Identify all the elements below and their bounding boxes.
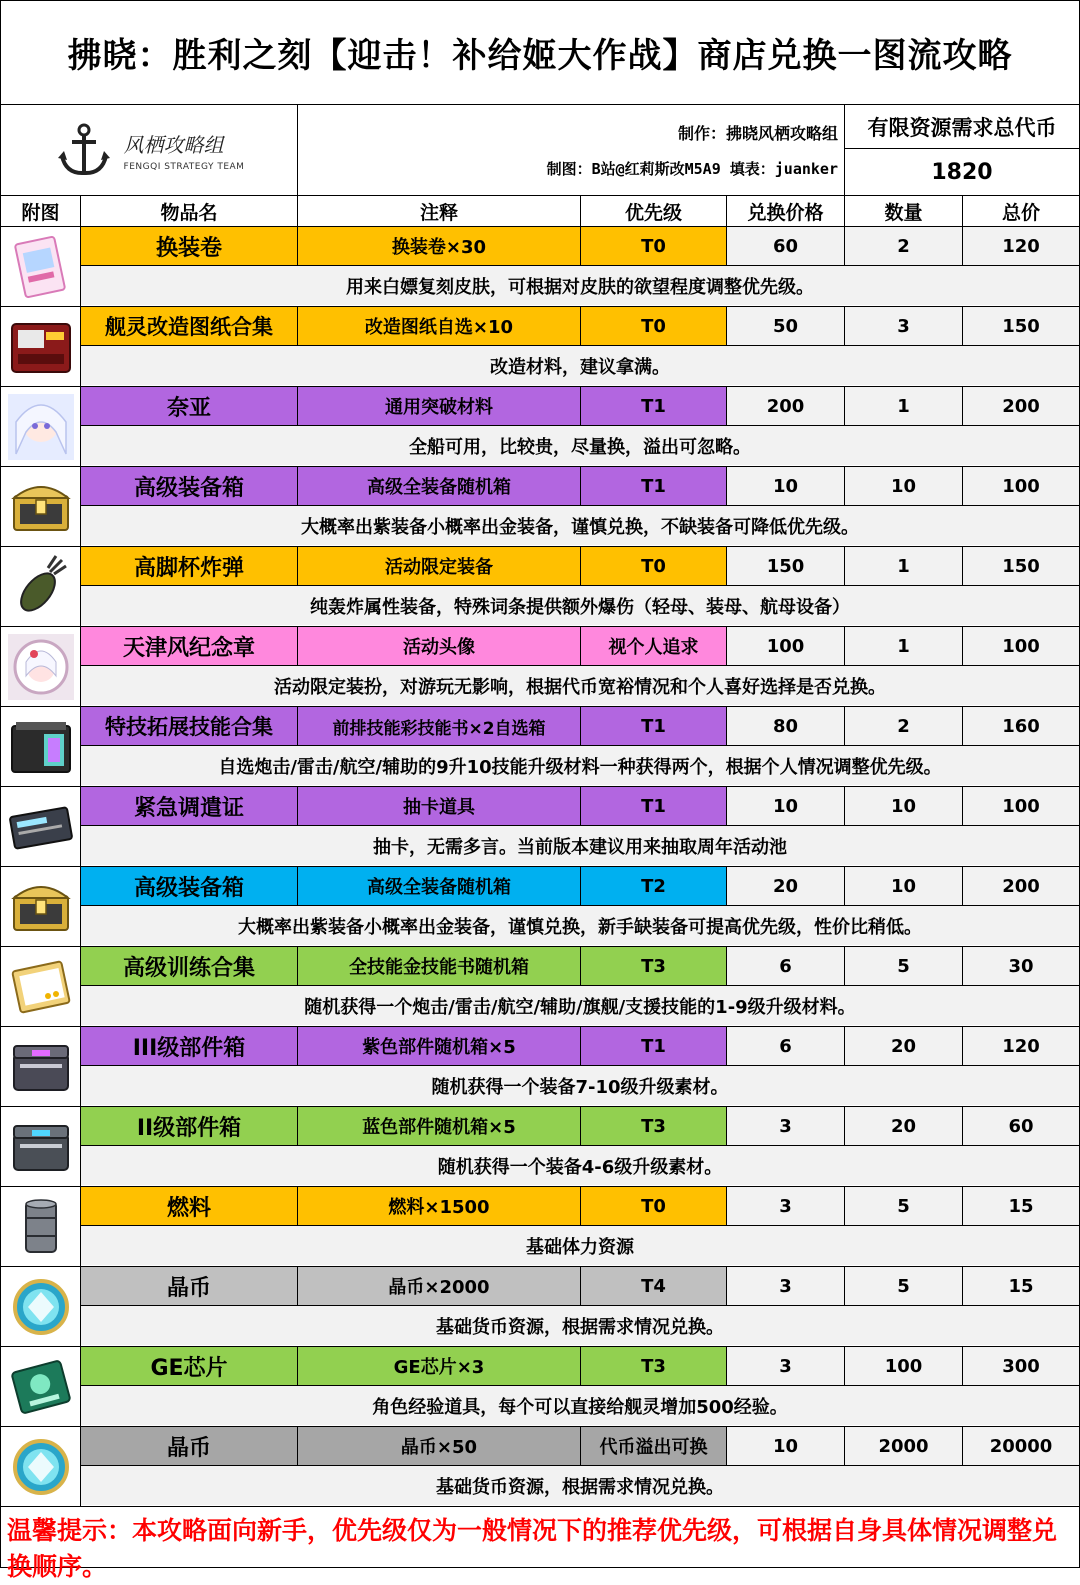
table-row [1, 787, 1079, 867]
item-note: 随机获得一个装备7-10级升级素材。 [81, 1066, 1079, 1105]
item-thumbnail [1, 307, 81, 386]
item-cells [81, 547, 1079, 626]
item-name: 紧急调遣证 [81, 787, 298, 825]
item-main-row [81, 1427, 1079, 1466]
item-comment: 前排技能彩技能书×2自选箱 [298, 707, 581, 745]
item-main-row [81, 867, 1079, 906]
item-price: 6 [727, 947, 845, 985]
item-thumbnail [1, 547, 81, 626]
item-thumbnail [1, 1267, 81, 1346]
item-note: 大概率出紫装备小概率出金装备，谨慎兑换，新手缺装备可提高优先级，性价比稍低。 [81, 906, 1079, 945]
item-comment: 活动头像 [298, 627, 581, 665]
item-price: 60 [727, 227, 845, 265]
table-row [1, 307, 1079, 387]
header-price: 兑换价格 [727, 196, 845, 226]
item-price: 80 [727, 707, 845, 745]
item-main-row [81, 1107, 1079, 1146]
item-price: 3 [727, 1187, 845, 1225]
item-cells [81, 1347, 1079, 1426]
item-comment: 抽卡道具 [298, 787, 581, 825]
item-priority: T0 [581, 547, 727, 585]
item-qty: 5 [845, 1267, 963, 1305]
header-total: 总价 [1001, 201, 1040, 224]
maker-credit: 制作：拂晓风栖攻略组 [677, 124, 838, 143]
item-qty: 5 [845, 1187, 963, 1225]
item-comment: 高级全装备随机箱 [298, 467, 581, 505]
item-comment: 活动限定装备 [298, 547, 581, 585]
item-qty: 2000 [845, 1427, 963, 1465]
item-priority: T3 [581, 1347, 727, 1385]
anchor-icon [54, 120, 114, 180]
item-comment: 晶币×2000 [298, 1267, 581, 1305]
tip-text: 温馨提示：本攻略面向新手，优先级仅为一般情况下的推荐优先级，可根据自身具体情况调整兑换顺序。 [7, 1516, 1058, 1581]
skill-case-icon [6, 712, 76, 782]
item-price: 50 [727, 307, 845, 345]
item-note: 抽卡，无需多言。当前版本建议用来抽取周年活动池 [81, 826, 1079, 865]
item-qty: 20 [845, 1027, 963, 1065]
pass-card-icon [6, 792, 76, 862]
table-row [1, 467, 1079, 547]
table-row [1, 1347, 1079, 1427]
item-main-row [81, 467, 1079, 506]
item-qty: 100 [845, 1347, 963, 1385]
item-note: 活动限定装扮，对游玩无影响，根据代币宽裕情况和个人喜好选择是否兑换。 [81, 666, 1079, 705]
item-thumbnail [1, 947, 81, 1026]
item-main-row [81, 787, 1079, 826]
item-priority: T3 [581, 947, 727, 985]
item-cells [81, 227, 1079, 306]
item-price: 10 [727, 787, 845, 825]
item-qty: 1 [845, 387, 963, 425]
item-comment: 全技能金技能书随机箱 [298, 947, 581, 985]
item-comment: 晶币×50 [298, 1427, 581, 1465]
item-thumbnail [1, 1107, 81, 1186]
item-note: 全船可用，比较贵，尽量换，溢出可忽略。 [81, 426, 1079, 465]
item-cells [81, 387, 1079, 466]
item-total: 30 [963, 947, 1079, 985]
gold-chest-icon [6, 872, 76, 942]
item-thumbnail [1, 227, 81, 306]
credit-row [1, 105, 1079, 196]
item-name: 燃料 [81, 1187, 298, 1225]
item-price: 10 [727, 467, 845, 505]
item-main-row [81, 547, 1079, 586]
item-total: 20000 [963, 1427, 1079, 1465]
item-name: 换装卷 [81, 227, 298, 265]
purple-part-box-icon [6, 1032, 76, 1102]
item-name: 高级装备箱 [81, 467, 298, 505]
item-name: 晶币 [81, 1267, 298, 1305]
item-priority: T0 [581, 227, 727, 265]
blue-part-box-icon [6, 1112, 76, 1182]
item-comment: 高级全装备随机箱 [298, 867, 581, 905]
item-cells [81, 1427, 1079, 1506]
item-total: 150 [963, 547, 1079, 585]
item-qty: 1 [845, 547, 963, 585]
item-total: 160 [963, 707, 1079, 745]
table-row [1, 1107, 1079, 1187]
item-name: 舰灵改造图纸合集 [81, 307, 298, 345]
item-total: 300 [963, 1347, 1079, 1385]
item-main-row [81, 947, 1079, 986]
item-cells [81, 787, 1079, 866]
item-note: 随机获得一个炮击/雷击/航空/辅助/旗舰/支援技能的1-9级升级材料。 [81, 986, 1079, 1025]
item-main-row [81, 387, 1079, 426]
item-name: II级部件箱 [81, 1107, 298, 1145]
item-main-row [81, 307, 1079, 346]
item-qty: 10 [845, 867, 963, 905]
item-total: 200 [963, 387, 1079, 425]
item-total: 120 [963, 227, 1079, 265]
item-priority: T0 [581, 307, 727, 345]
item-note: 改造材料，建议拿满。 [81, 346, 1079, 385]
item-qty: 20 [845, 1107, 963, 1145]
gold-chest-icon [6, 472, 76, 542]
item-cells [81, 1107, 1079, 1186]
logo-cn: 风栖攻略组 [123, 132, 224, 157]
item-cells [81, 947, 1079, 1026]
item-cells [81, 1187, 1079, 1266]
item-cells [81, 467, 1079, 546]
credits [298, 105, 845, 195]
item-qty: 3 [845, 307, 963, 345]
ge-chip-icon [6, 1352, 76, 1422]
item-total: 100 [963, 787, 1079, 825]
item-note: 纯轰炸属性装备，特殊词条提供额外爆伤（轻母、装母、航母设备） [81, 586, 1079, 625]
item-thumbnail [1, 1187, 81, 1266]
item-price: 6 [727, 1027, 845, 1065]
item-cells [81, 707, 1079, 786]
table-row [1, 1027, 1079, 1107]
table-row [1, 707, 1079, 787]
item-priority: T1 [581, 387, 727, 425]
item-thumbnail [1, 707, 81, 786]
item-total: 120 [963, 1027, 1079, 1065]
item-name: III级部件箱 [81, 1027, 298, 1065]
item-qty: 1 [845, 627, 963, 665]
drawer-credit: 制图：B站@红莉斯改M5A9 填表：juanker [546, 160, 838, 178]
item-thumbnail [1, 1347, 81, 1426]
item-priority: T1 [581, 787, 727, 825]
item-cells [81, 1027, 1079, 1106]
item-thumbnail [1, 387, 81, 466]
training-folder-icon [6, 952, 76, 1022]
table-row [1, 227, 1079, 307]
item-total: 60 [963, 1107, 1079, 1145]
item-note: 基础体力资源 [81, 1226, 1079, 1265]
item-main-row [81, 227, 1079, 266]
item-priority: T3 [581, 1107, 727, 1145]
table-row [1, 1267, 1079, 1347]
item-price: 3 [727, 1267, 845, 1305]
item-name: 高级训练合集 [81, 947, 298, 985]
item-priority: T4 [581, 1267, 727, 1305]
item-main-row [81, 707, 1079, 746]
header-comment: 注释 [298, 196, 581, 226]
fuel-barrel-icon [6, 1192, 76, 1262]
item-main-row [81, 1187, 1079, 1226]
item-list [1, 227, 1079, 1507]
item-thumbnail [1, 467, 81, 546]
item-main-row [81, 627, 1079, 666]
item-priority: T1 [581, 467, 727, 505]
item-comment: 紫色部件随机箱×5 [298, 1027, 581, 1065]
item-price: 20 [727, 867, 845, 905]
item-qty: 2 [845, 707, 963, 745]
item-comment: 蓝色部件随机箱×5 [298, 1107, 581, 1145]
item-price: 200 [727, 387, 845, 425]
item-name: GE芯片 [81, 1347, 298, 1385]
item-comment: 换装卷×30 [298, 227, 581, 265]
item-total: 15 [963, 1187, 1079, 1225]
item-note: 自选炮击/雷击/航空/辅助的9升10技能升级材料一种获得两个，根据个人情况调整优先级。 [81, 746, 1079, 785]
total-value: 1820 [931, 159, 993, 185]
item-cells [81, 1267, 1079, 1346]
item-qty: 5 [845, 947, 963, 985]
item-comment: 通用突破材料 [298, 387, 581, 425]
table-header [1, 196, 1079, 227]
item-priority: 视个人追求 [581, 627, 727, 665]
item-priority: T1 [581, 707, 727, 745]
table-row [1, 947, 1079, 1027]
item-comment: 燃料×1500 [298, 1187, 581, 1225]
table-row [1, 547, 1079, 627]
table-row [1, 1187, 1079, 1267]
item-total: 100 [963, 627, 1079, 665]
item-note: 角色经验道具，每个可以直接给舰灵增加500经验。 [81, 1386, 1079, 1425]
item-price: 3 [727, 1107, 845, 1145]
bomb-icon [6, 552, 76, 622]
item-note: 用来白嫖复刻皮肤，可根据对皮肤的欲望程度调整优先级。 [81, 266, 1079, 305]
item-total: 15 [963, 1267, 1079, 1305]
item-name: 奈亚 [81, 387, 298, 425]
item-name: 高脚杯炸弹 [81, 547, 298, 585]
item-note: 随机获得一个装备4-6级升级素材。 [81, 1146, 1079, 1185]
item-thumbnail [1, 787, 81, 866]
item-main-row [81, 1027, 1079, 1066]
item-price: 3 [727, 1347, 845, 1385]
item-price: 150 [727, 547, 845, 585]
item-note: 基础货币资源，根据需求情况兑换。 [81, 1306, 1079, 1345]
item-cells [81, 867, 1079, 946]
item-priority: T2 [581, 867, 727, 905]
item-main-row [81, 1347, 1079, 1386]
item-priority: T1 [581, 1027, 727, 1065]
item-qty: 2 [845, 227, 963, 265]
team-logo [1, 105, 298, 195]
crystal-coin-icon [6, 1432, 76, 1502]
item-priority: T0 [581, 1187, 727, 1225]
logo-en: FENGQI STRATEGY TEAM [123, 161, 245, 172]
item-cells [81, 307, 1079, 386]
header-name: 物品名 [81, 196, 298, 226]
item-comment: GE芯片×3 [298, 1347, 581, 1385]
item-note: 大概率出紫装备小概率出金装备，谨慎兑换，不缺装备可降低优先级。 [81, 506, 1079, 545]
header-image: 附图 [1, 196, 81, 226]
page-title: 拂晓：胜利之刻【迎击！补给姬大作战】商店兑换一图流攻略 [1, 1, 1079, 105]
logo-text [124, 129, 245, 172]
blueprint-box-icon [6, 312, 76, 382]
header-qty: 数量 [845, 196, 963, 226]
item-name: 晶币 [81, 1427, 298, 1465]
item-name: 特技拓展技能合集 [81, 707, 298, 745]
item-thumbnail [1, 1027, 81, 1106]
badge-portrait-icon [6, 632, 76, 702]
table-row [1, 867, 1079, 947]
item-price: 10 [727, 1427, 845, 1465]
item-total: 150 [963, 307, 1079, 345]
item-qty: 10 [845, 467, 963, 505]
naya-portrait-icon [6, 392, 76, 462]
outfit-ticket-icon [6, 232, 76, 302]
table-row [1, 387, 1079, 467]
item-name: 天津风纪念章 [81, 627, 298, 665]
item-comment: 改造图纸自选×10 [298, 307, 581, 345]
item-total: 100 [963, 467, 1079, 505]
table-row [1, 627, 1079, 707]
item-priority: 代币溢出可换 [581, 1427, 727, 1465]
item-total: 200 [963, 867, 1079, 905]
item-thumbnail [1, 627, 81, 706]
item-price: 100 [727, 627, 845, 665]
table-row [1, 1427, 1079, 1507]
crystal-coin-icon [6, 1272, 76, 1342]
total-box [845, 105, 1079, 195]
item-thumbnail [1, 867, 81, 946]
item-qty: 10 [845, 787, 963, 825]
total-label: 有限资源需求总代币 [845, 105, 1079, 149]
header-priority: 优先级 [581, 196, 727, 226]
item-name: 高级装备箱 [81, 867, 298, 905]
item-main-row [81, 1267, 1079, 1306]
item-thumbnail [1, 1427, 81, 1506]
item-note: 基础货币资源，根据需求情况兑换。 [81, 1466, 1079, 1505]
item-cells [81, 627, 1079, 706]
